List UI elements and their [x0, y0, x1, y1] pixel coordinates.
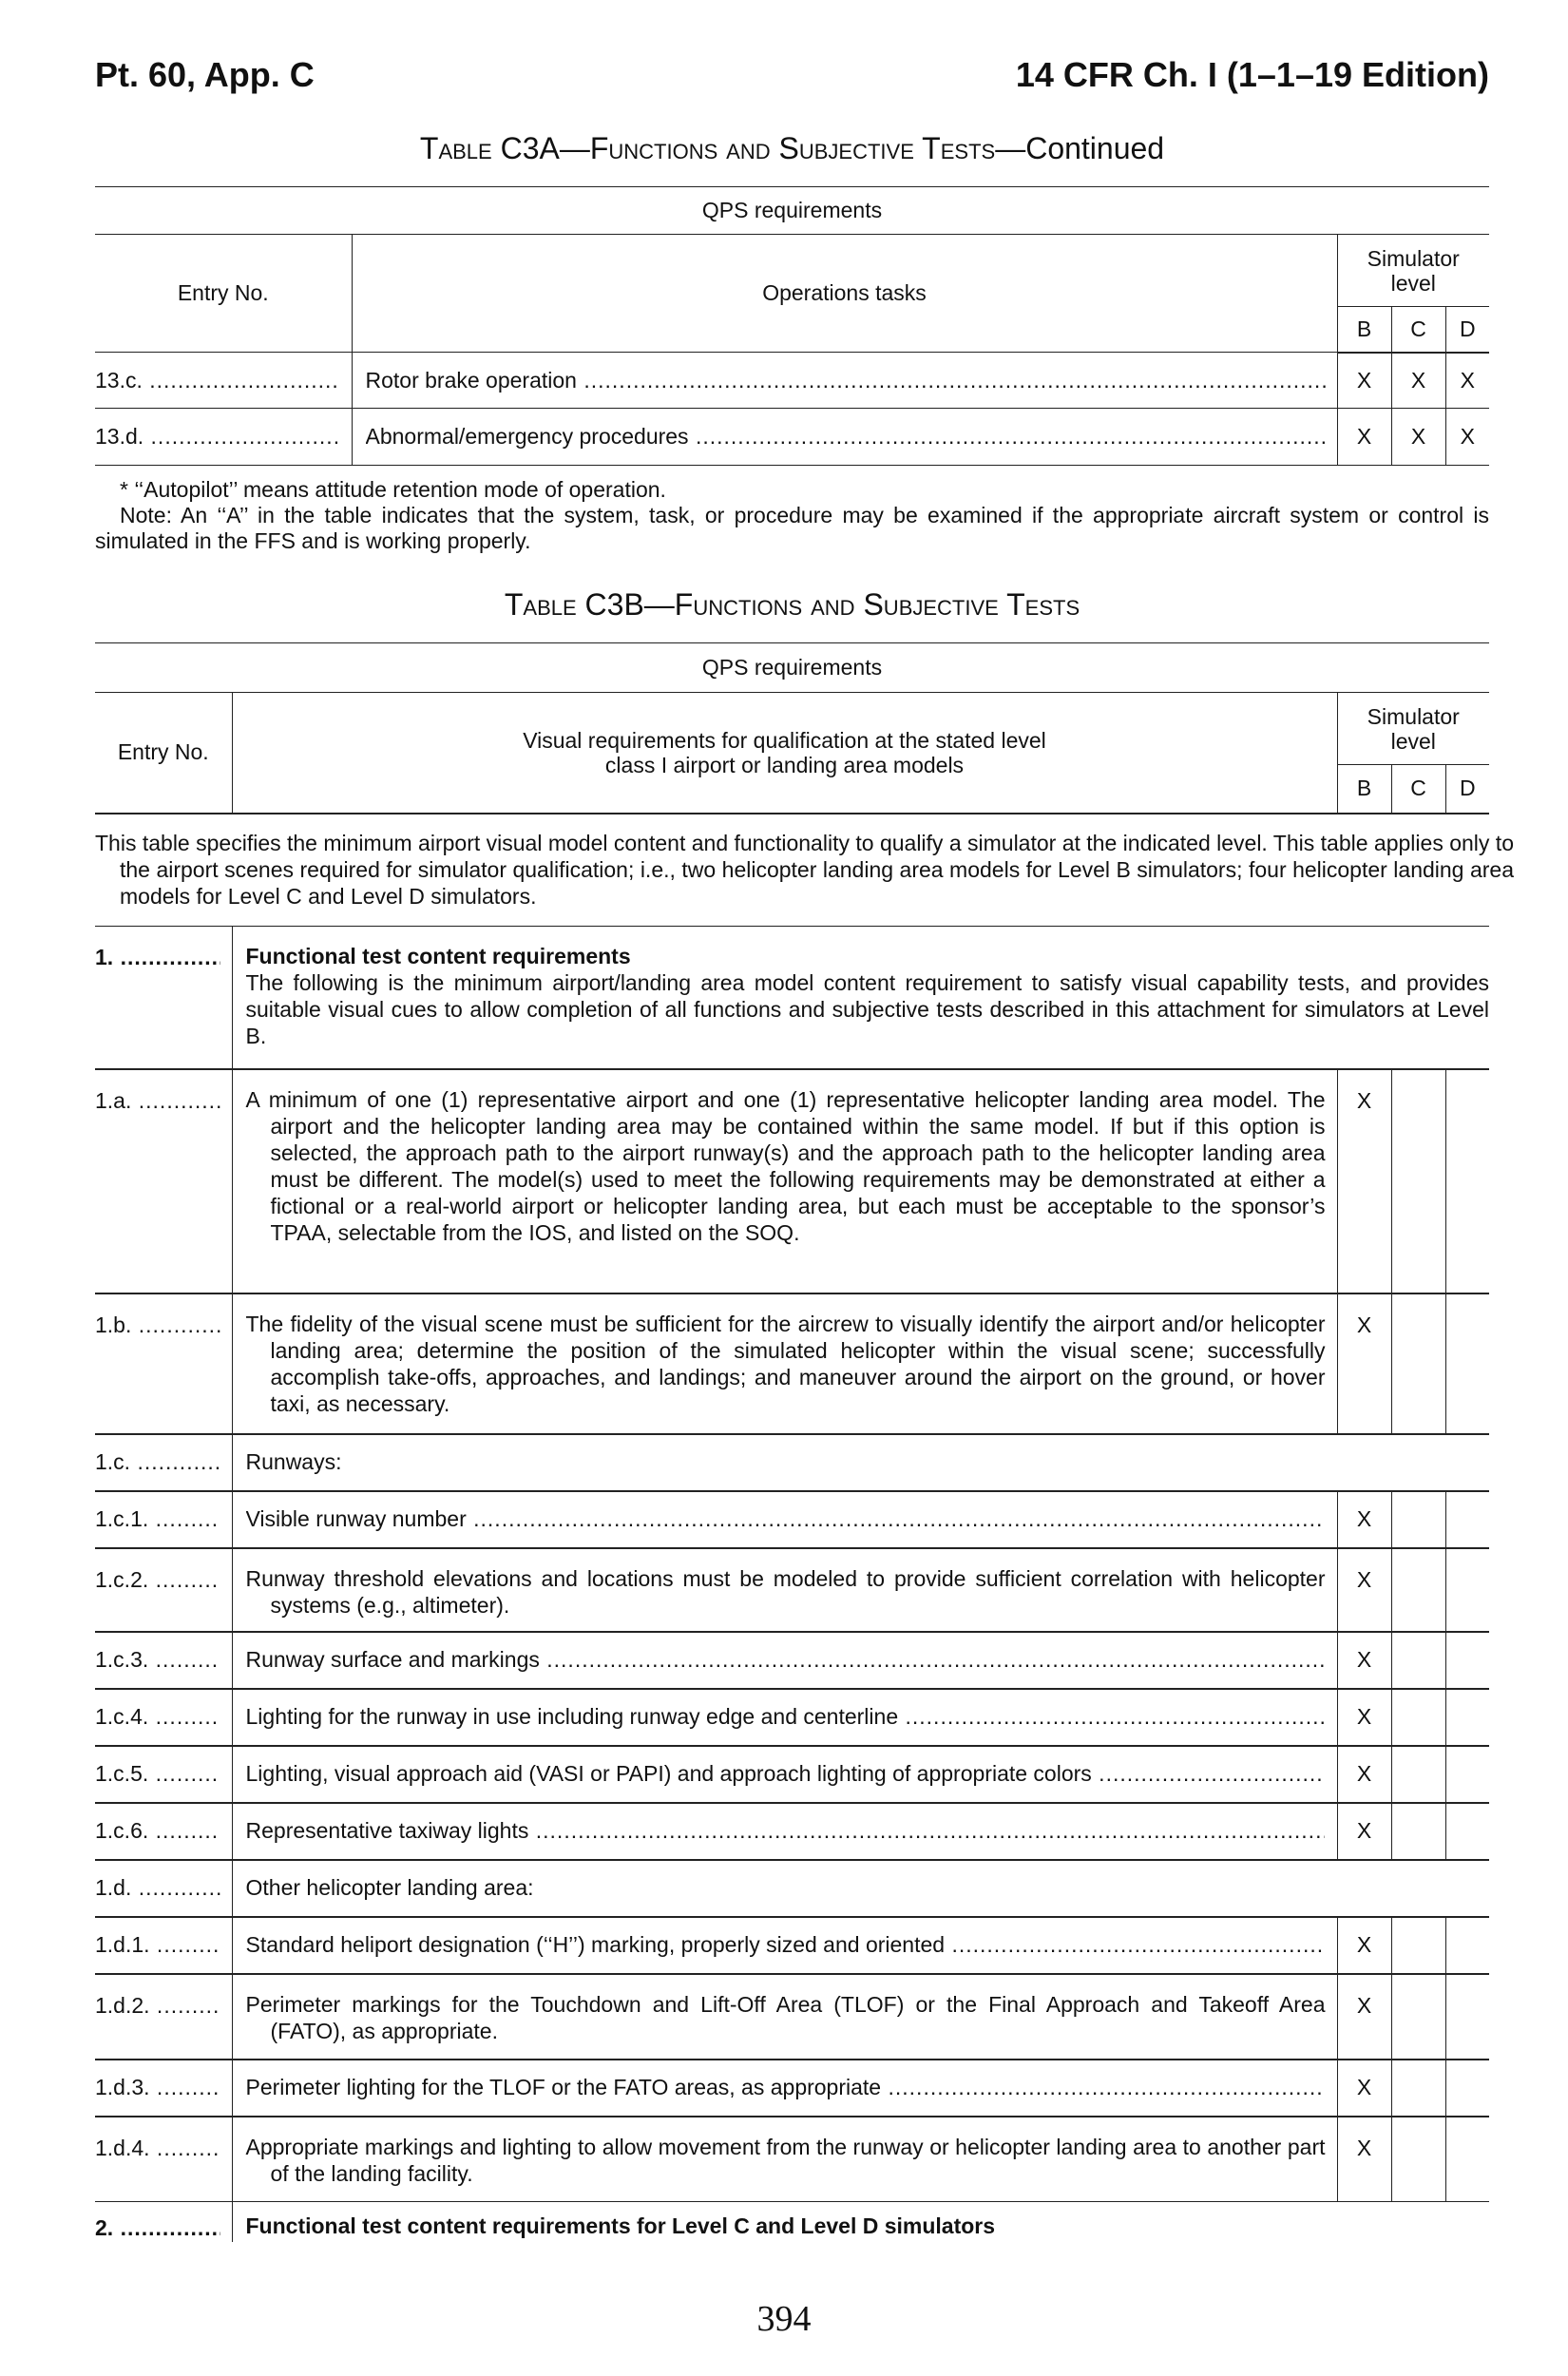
- level-b-mark: X: [1337, 1069, 1391, 1293]
- table-c3b-header: [95, 642, 1489, 814]
- level-d-header: D: [1445, 307, 1489, 353]
- level-b-mark: X: [1337, 1689, 1391, 1746]
- level-b-mark: X: [1337, 1974, 1391, 2060]
- simulator-level-header: Simulator level: [1337, 693, 1489, 765]
- level-b-header: B: [1337, 765, 1391, 813]
- table-row: [95, 927, 1489, 1069]
- row-text: Perimeter lighting for the TLOF or the FATO areas, as appropriate .....: [246, 2075, 1325, 2100]
- task-text: Rotor brake operation .....: [366, 368, 1326, 393]
- level-c-mark: X: [1391, 409, 1445, 466]
- level-d-mark: X: [1445, 353, 1489, 409]
- row-text: Runway surface and markings .....: [246, 1647, 1325, 1673]
- footnote: * ‘‘Autopilot’’ means attitude retention mode of operation.: [120, 477, 666, 502]
- row-text: Standard heliport designation (‘‘H’’) marking, properly sized and oriented .....: [246, 1932, 1325, 1958]
- level-d-mark: X: [1445, 409, 1489, 466]
- page-number: 394: [756, 2299, 812, 2339]
- note-text: Note: An ‘‘A’’ in the table indicates that the system, task, or procedure may be examined if the appropriate aircraft system or control is simulated in the FFS and is working properly.: [95, 503, 1489, 553]
- level-b-header: B: [1337, 307, 1391, 353]
- row-text: Appropriate markings and lighting to allow movement from the runway or helicopter landing area to another part of the landing facility.: [245, 2134, 1326, 2186]
- table-row: [95, 1974, 1489, 2060]
- table-c3a-notes: [95, 477, 1489, 554]
- row-text: Representative taxiway lights .....: [246, 1818, 1325, 1844]
- row-title: Functional test content requirements for Level C and Level D simulators: [245, 2213, 996, 2238]
- level-b-mark: X: [1337, 1746, 1391, 1803]
- entry-number: 1.d.1. .....: [95, 1932, 220, 1958]
- level-b-mark: X: [1337, 1548, 1391, 1632]
- table-row: [95, 409, 1489, 466]
- row-text: The fidelity of the visual scene must be sufficient for the aircrew to visually identify the airport and/or helicopter landing area; determine the position of the simulated helicopter within the visual scene; successfully accomplish take-offs, approaches, and landings; and maneuver around the airport on the ground, or hover taxi, as necessary.: [245, 1311, 1326, 1416]
- operations-tasks-header: Operations tasks: [352, 235, 1337, 353]
- table-row: [95, 1860, 1489, 1917]
- entry-number: 1.c.1. .....: [95, 1506, 220, 1532]
- level-b-mark: X: [1337, 2060, 1391, 2117]
- table-c3b-intro: This table specifies the minimum airport visual model content and functionality to qualify a simulator at the indicated level. This table applies only to the airport scenes required for simulator qualification; i.e., two helicopter landing area models for Level B simulators; four helicopter landing area models for Level C and Level D simulators.: [95, 831, 1514, 909]
- level-b-mark: X: [1337, 409, 1391, 466]
- row-text: Perimeter markings for the Touchdown and Lift-Off Area (TLOF) or the Final Approach and Takeoff Area (FATO), as appropriate.: [245, 1991, 1326, 2043]
- entry-number: 1.c. .....: [95, 1449, 220, 1475]
- row-title: Functional test content requirements: [245, 944, 631, 968]
- qps-requirements-header: QPS requirements: [95, 187, 1489, 235]
- entry-number: 13.c. .....: [95, 368, 340, 393]
- table-row: [95, 1689, 1489, 1746]
- entry-number: 1.c.4. .....: [95, 1704, 220, 1730]
- entry-number: 1.c.2. .....: [95, 1567, 220, 1593]
- table-row: [95, 1434, 1489, 1491]
- table-row: [95, 1917, 1489, 1974]
- table-row: [95, 1803, 1489, 1860]
- entry-no-header: Entry No.: [95, 693, 232, 813]
- table-c3a: [95, 186, 1489, 466]
- entry-number: 1.c.5. .....: [95, 1761, 220, 1787]
- entry-number: 1.b. .....: [95, 1313, 220, 1338]
- task-text: Abnormal/emergency procedures .....: [366, 424, 1326, 450]
- table-row: [95, 2117, 1489, 2202]
- entry-number: 1. .....: [95, 945, 220, 970]
- level-b-mark: X: [1337, 1293, 1391, 1434]
- level-c-mark: X: [1391, 353, 1445, 409]
- level-b-mark: X: [1337, 1632, 1391, 1689]
- entry-number: 1.a. .....: [95, 1088, 220, 1114]
- entry-no-header: Entry No.: [95, 235, 352, 353]
- entry-number: 1.d.4. .....: [95, 2136, 220, 2161]
- simulator-level-header: Simulator level: [1337, 235, 1489, 307]
- level-b-mark: X: [1337, 1803, 1391, 1860]
- entry-number: 1.d.3. .....: [95, 2075, 220, 2100]
- level-b-mark: X: [1337, 2117, 1391, 2202]
- row-text: Runways:: [232, 1434, 1489, 1491]
- row-text: Runway threshold elevations and locations must be modeled to provide sufficient correlation with helicopter systems (e.g., altimeter).: [245, 1565, 1326, 1618]
- table-row: [95, 1069, 1489, 1293]
- table-c3b-caption: Table C3B—Functions and Subjective Tests: [504, 587, 1080, 622]
- level-b-mark: X: [1337, 353, 1391, 409]
- level-b-mark: X: [1337, 1917, 1391, 1974]
- entry-number: 13.d. .....: [95, 424, 340, 450]
- row-text: Lighting for the runway in use including runway edge and centerline .....: [246, 1704, 1325, 1730]
- table-row: [95, 1491, 1489, 1548]
- table-c3b-body: [95, 926, 1489, 2242]
- running-header-left: Pt. 60, App. C: [95, 55, 315, 94]
- level-d-header: D: [1459, 776, 1476, 801]
- entry-number: 1.c.6. .....: [95, 1818, 220, 1844]
- table-row: [95, 2060, 1489, 2117]
- qps-requirements-header: QPS requirements: [95, 643, 1489, 693]
- entry-number: 2. .....: [95, 2215, 220, 2241]
- table-row: [95, 2202, 1489, 2242]
- table-row: [95, 1746, 1489, 1803]
- level-c-header: C: [1391, 765, 1445, 813]
- table-row: [95, 1293, 1489, 1434]
- table-row: [95, 1548, 1489, 1632]
- level-c-header: C: [1391, 307, 1445, 353]
- running-header-right: 14 CFR Ch. I (1–1–19 Edition): [1015, 55, 1489, 94]
- row-text: A minimum of one (1) representative airport and one (1) representative helicopter landing area model. The airport and the helicopter landing area may be contained within the same model. If but if this option is selected, the approach path to the airport runway(s) and the approach path to the helicopter landing area must be different. The model(s) used to meet the following requirements may be demonstrated at either a fictional or a real-world airport or helicopter landing area, but each must be acceptable to the sponsor’s TPAA, selectable from the IOS, and listed on the SOQ.: [245, 1086, 1326, 1245]
- row-text: Other helicopter landing area:: [232, 1860, 1489, 1917]
- entry-number: 1.d. .....: [95, 1875, 220, 1901]
- table-row: [95, 353, 1489, 409]
- visual-requirements-header: Visual requirements for qualification at the stated level class I airport or landing area models: [232, 693, 1337, 813]
- entry-number: 1.d.2. .....: [95, 1993, 220, 2019]
- row-text: The following is the minimum airport/landing area model content requirement to satisfy visual capability tests, and provides suitable visual cues to allow completion of all functions and subjective tests described in this attachment for simulators at Level B.: [245, 970, 1489, 1048]
- entry-number: 1.c.3. .....: [95, 1647, 220, 1673]
- row-text: Lighting, visual approach aid (VASI or PAPI) and approach lighting of appropriate colors .....: [246, 1761, 1325, 1787]
- row-text: Visible runway number .....: [246, 1506, 1325, 1532]
- table-row: [95, 1632, 1489, 1689]
- table-c3a-caption: Table C3A—Functions and Subjective Tests—Continued: [419, 131, 1165, 165]
- level-b-mark: X: [1337, 1491, 1391, 1548]
